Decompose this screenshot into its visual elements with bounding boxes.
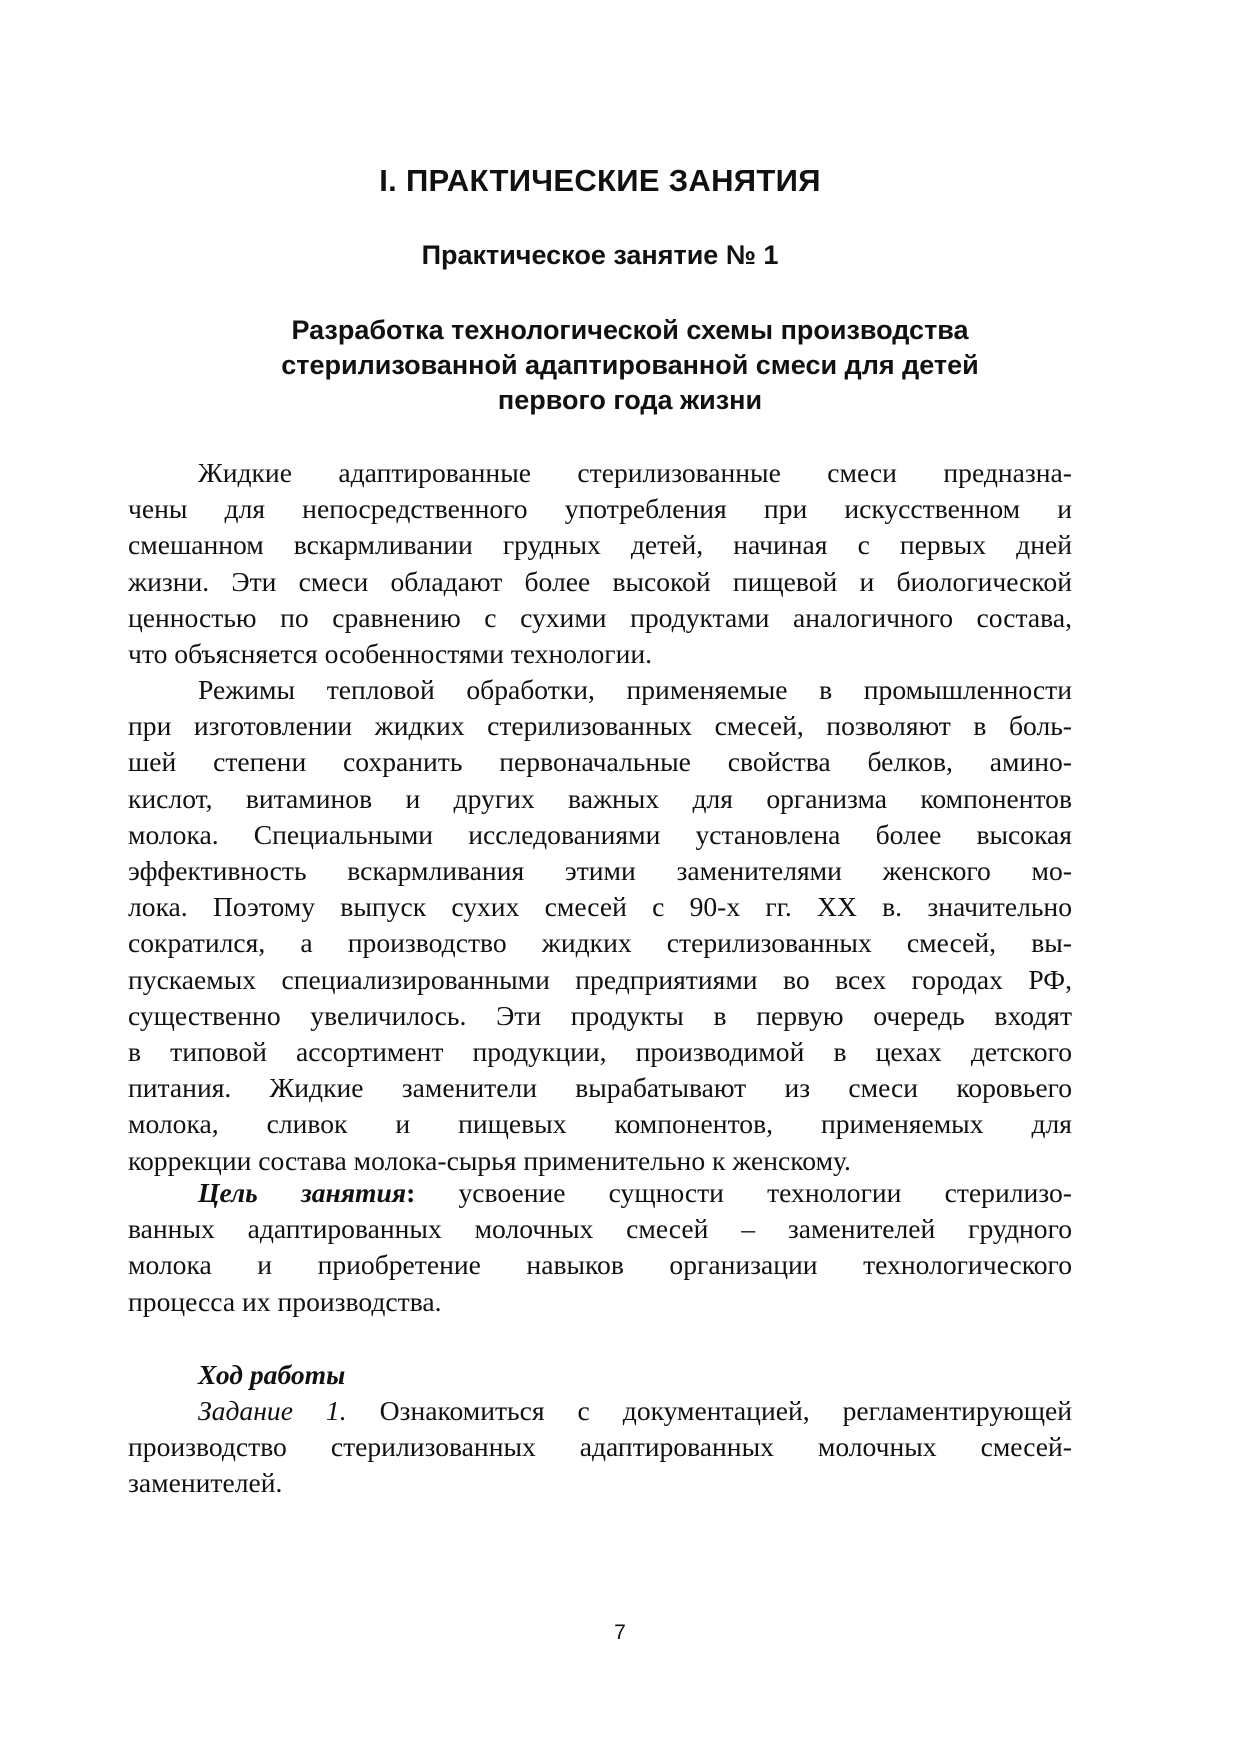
text-line: коррекции состава молока-сырья применительно к женскому. (128, 1144, 851, 1176)
goal-colon: : (406, 1177, 416, 1208)
text-line: процесса их производства. (128, 1285, 442, 1317)
text-line: молока, сливок и пищевых компонентов, применяемых для (128, 1108, 1072, 1140)
text-line: лока. Поэтому выпуск сухих смесей с 90-х гг. XX в. значительно (128, 891, 1072, 923)
text-line: чены для непосредственного употребления при искусственном и (128, 493, 1072, 525)
text-line: Жидкие адаптированные стерилизованные смеси предназна- (198, 457, 1072, 488)
topic-title-line: стерилизованной адаптированной смеси для детей (281, 350, 979, 380)
text-line: ценностью по сравнению с сухими продуктами аналогичного состава, (128, 601, 1072, 633)
task1-paragraph (128, 1393, 1072, 1502)
text-line: производство стерилизованных адаптированных молочных смесей- (128, 1431, 1072, 1463)
text-line: кислот, витаминов и других важных для организма компонентов (128, 782, 1072, 814)
goal-paragraph (128, 1175, 1072, 1320)
topic-title-line: Разработка технологической схемы производства (291, 315, 969, 345)
text-line: питания. Жидкие заменители вырабатывают из смеси коровьего (128, 1072, 1072, 1104)
text-line: эффективность вскармливания этими заменителями женского мо- (128, 855, 1072, 887)
workflow-heading: Ход работы (198, 1359, 346, 1390)
goal-label: Цель занятия (198, 1177, 407, 1208)
intro-paragraph (128, 455, 1072, 672)
text-line: заменителей. (128, 1467, 283, 1499)
lesson-title: Практическое занятие № 1 (421, 240, 779, 270)
text-line: при изготовлении жидких стерилизованных смесей, позволяют в боль- (128, 710, 1072, 742)
goal-text: усвоение сущности технологии стерилизо- (415, 1177, 1072, 1208)
text-line: Режимы тепловой обработки, применяемые в промышленности (198, 674, 1072, 705)
goal-first-line (128, 1175, 1072, 1211)
text-line: молока. Специальными исследованиями установлена более высокая (128, 818, 1072, 850)
task1-text: Ознакомиться с документацией, регламентирующей (346, 1395, 1072, 1426)
text-line: сократился, а производство жидких стерилизованных смесей, вы- (128, 927, 1072, 959)
text-line: смешанном вскармливании грудных детей, начиная с первых дней (128, 529, 1072, 561)
page-number: 7 (614, 1621, 626, 1644)
heat-treatment-paragraph (128, 672, 1072, 1179)
text-line: шей степени сохранить первоначальные свойства белков, амино- (128, 746, 1072, 778)
text-line: пускаемых специализированными предприятиями во всех городах РФ, (128, 963, 1072, 995)
workflow-heading-block (128, 1357, 1072, 1393)
text-line: существенно увеличилось. Эти продукты в первую очередь входят (128, 999, 1072, 1031)
task1-label: Задание 1. (198, 1395, 347, 1426)
task1-first-line (128, 1393, 1072, 1429)
topic-title (180, 313, 1080, 418)
text-line: ванных адаптированных молочных смесей – заменителей грудного (128, 1213, 1072, 1245)
text-line: молока и приобретение навыков организации технологического (128, 1249, 1072, 1281)
text-line: в типовой ассортимент продукции, производимой в цехах детского (128, 1036, 1072, 1068)
topic-title-line: первого года жизни (497, 385, 763, 415)
text-line: что объясняется особенностями технологии. (128, 638, 653, 670)
text-line: жизни. Эти смеси обладают более высокой пищевой и биологической (128, 565, 1072, 597)
chapter-title: I. ПРАКТИЧЕСКИЕ ЗАНЯТИЯ (379, 163, 821, 198)
